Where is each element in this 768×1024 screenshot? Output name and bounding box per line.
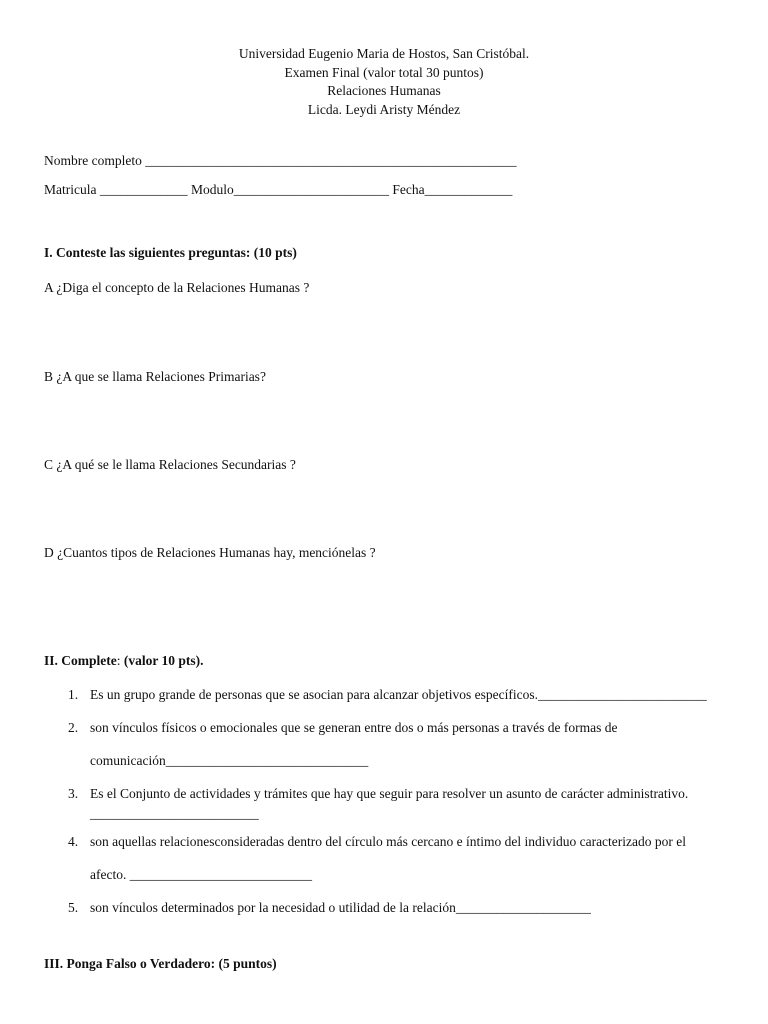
complete-item-2-cont: comunicación______________________________: [90, 753, 369, 768]
teacher-name: Licda. Leydi Aristy Méndez: [307, 101, 461, 117]
university-name: Universidad Eugenio Maria de Hostos, San Cristóbal.: [238, 46, 530, 61]
question-a: A ¿Diga el concepto de la Relaciones Humanas ?: [44, 280, 310, 295]
section-3-title: III. Ponga Falso o Verdadero: (5 puntos): [44, 956, 277, 971]
question-b: B ¿A que se llama Relaciones Primarias?: [44, 369, 266, 384]
complete-item-4-cont: afecto. ___________________________: [90, 867, 312, 882]
student-name-line: Nombre completo _______________________________________________________: [44, 153, 517, 168]
section-2-title-label: II. Complete: [44, 653, 117, 668]
complete-item-1: Es un grupo grande de personas que se asocian para alcanzar objetivos específicos._________________________: [90, 687, 707, 702]
complete-item-4: son aquellas relacionesconsideradas dentro del círculo más cercano e íntimo del individuo caracterizado por el: [90, 834, 687, 849]
section-1-title: I. Conteste las siguientes preguntas: (10 pts): [44, 245, 297, 260]
complete-item-3-cont: _________________________: [90, 806, 259, 821]
item-number: 4.: [68, 834, 79, 849]
complete-item-5: son vínculos determinados por la necesidad o utilidad de la relación____________________: [90, 900, 591, 915]
complete-item-3: Es el Conjunto de actividades y trámites que hay que seguir para resolver un asunto de carácter administrativo.: [90, 786, 689, 801]
item-number: 3.: [68, 786, 79, 801]
complete-item-2: son vínculos físicos o emocionales que se generan entre dos o más personas a través de formas de: [90, 720, 618, 735]
section-2-title-colon: :: [116, 653, 121, 668]
exam-header: [0, 45, 768, 119]
item-number: 1.: [68, 687, 79, 702]
question-c: C ¿A qué se le llama Relaciones Secundarias ?: [44, 457, 296, 472]
subject-name: Relaciones Humanas: [327, 83, 441, 98]
question-d: D ¿Cuantos tipos de Relaciones Humanas hay, menciónelas ?: [44, 545, 376, 560]
student-details-line: Matricula _____________ Modulo_______________________ Fecha_____________: [44, 182, 513, 197]
section-2-title: [44, 653, 204, 669]
item-number: 2.: [68, 720, 79, 735]
section-2-title-value: (valor 10 pts).: [120, 653, 204, 668]
item-number: 5.: [68, 900, 79, 915]
exam-title: Examen Final (valor total 30 puntos): [284, 64, 484, 80]
